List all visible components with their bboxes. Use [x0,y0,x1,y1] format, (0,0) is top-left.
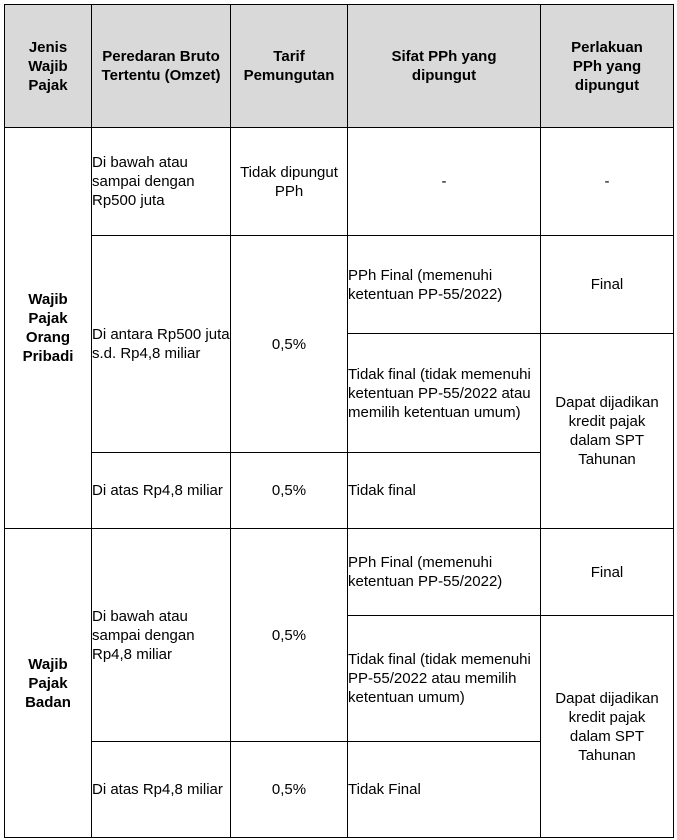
perlakuan-cell: - [541,128,674,236]
tarif-cell: 0,5% [231,529,348,742]
sifat-cell: - [348,128,541,236]
sifat-cell: Tidak final (tidak memenuhi PP-55/2022 atau memilih ketentuan umum) [348,616,541,742]
peredaran-cell: Di bawah atau sampai dengan Rp500 juta [92,128,231,236]
header-peredaran: Peredaran Bruto Tertentu (Omzet) [92,5,231,128]
perlakuan-cell: Final [541,529,674,616]
tarif-cell: 0,5% [231,236,348,453]
peredaran-cell: Di atas Rp4,8 miliar [92,742,231,838]
group-label-orang-pribadi: Wajib Pajak Orang Pribadi [5,128,92,529]
perlakuan-cell: Final [541,236,674,334]
header-sifat: Sifat PPh yang dipungut [348,5,541,128]
header-tarif: Tarif Pemungutan [231,5,348,128]
tax-table [4,4,674,838]
tarif-cell: 0,5% [231,453,348,529]
sifat-cell: PPh Final (memenuhi ketentuan PP-55/2022) [348,236,541,334]
header-jenis: Jenis Wajib Pajak [5,5,92,128]
peredaran-cell: Di atas Rp4,8 miliar [92,453,231,529]
table-row [5,236,674,334]
peredaran-cell: Di antara Rp500 juta s.d. Rp4,8 miliar [92,236,231,453]
header-perlakuan: Perlakuan PPh yang dipungut [541,5,674,128]
sifat-cell: PPh Final (memenuhi ketentuan PP-55/2022) [348,529,541,616]
sifat-cell: Tidak Final [348,742,541,838]
tarif-cell: Tidak dipungut PPh [231,128,348,236]
sifat-cell: Tidak final (tidak memenuhi ketentuan PP-55/2022 atau memilih ketentuan umum) [348,334,541,453]
sifat-cell: Tidak final [348,453,541,529]
header-row [5,5,674,128]
group-label-badan: Wajib Pajak Badan [5,529,92,838]
table-row [5,128,674,236]
peredaran-cell: Di bawah atau sampai dengan Rp4,8 miliar [92,529,231,742]
perlakuan-cell: Dapat dijadikan kredit pajak dalam SPT Tahunan [541,616,674,838]
perlakuan-cell: Dapat dijadikan kredit pajak dalam SPT Tahunan [541,334,674,529]
table-row [5,529,674,616]
tarif-cell: 0,5% [231,742,348,838]
